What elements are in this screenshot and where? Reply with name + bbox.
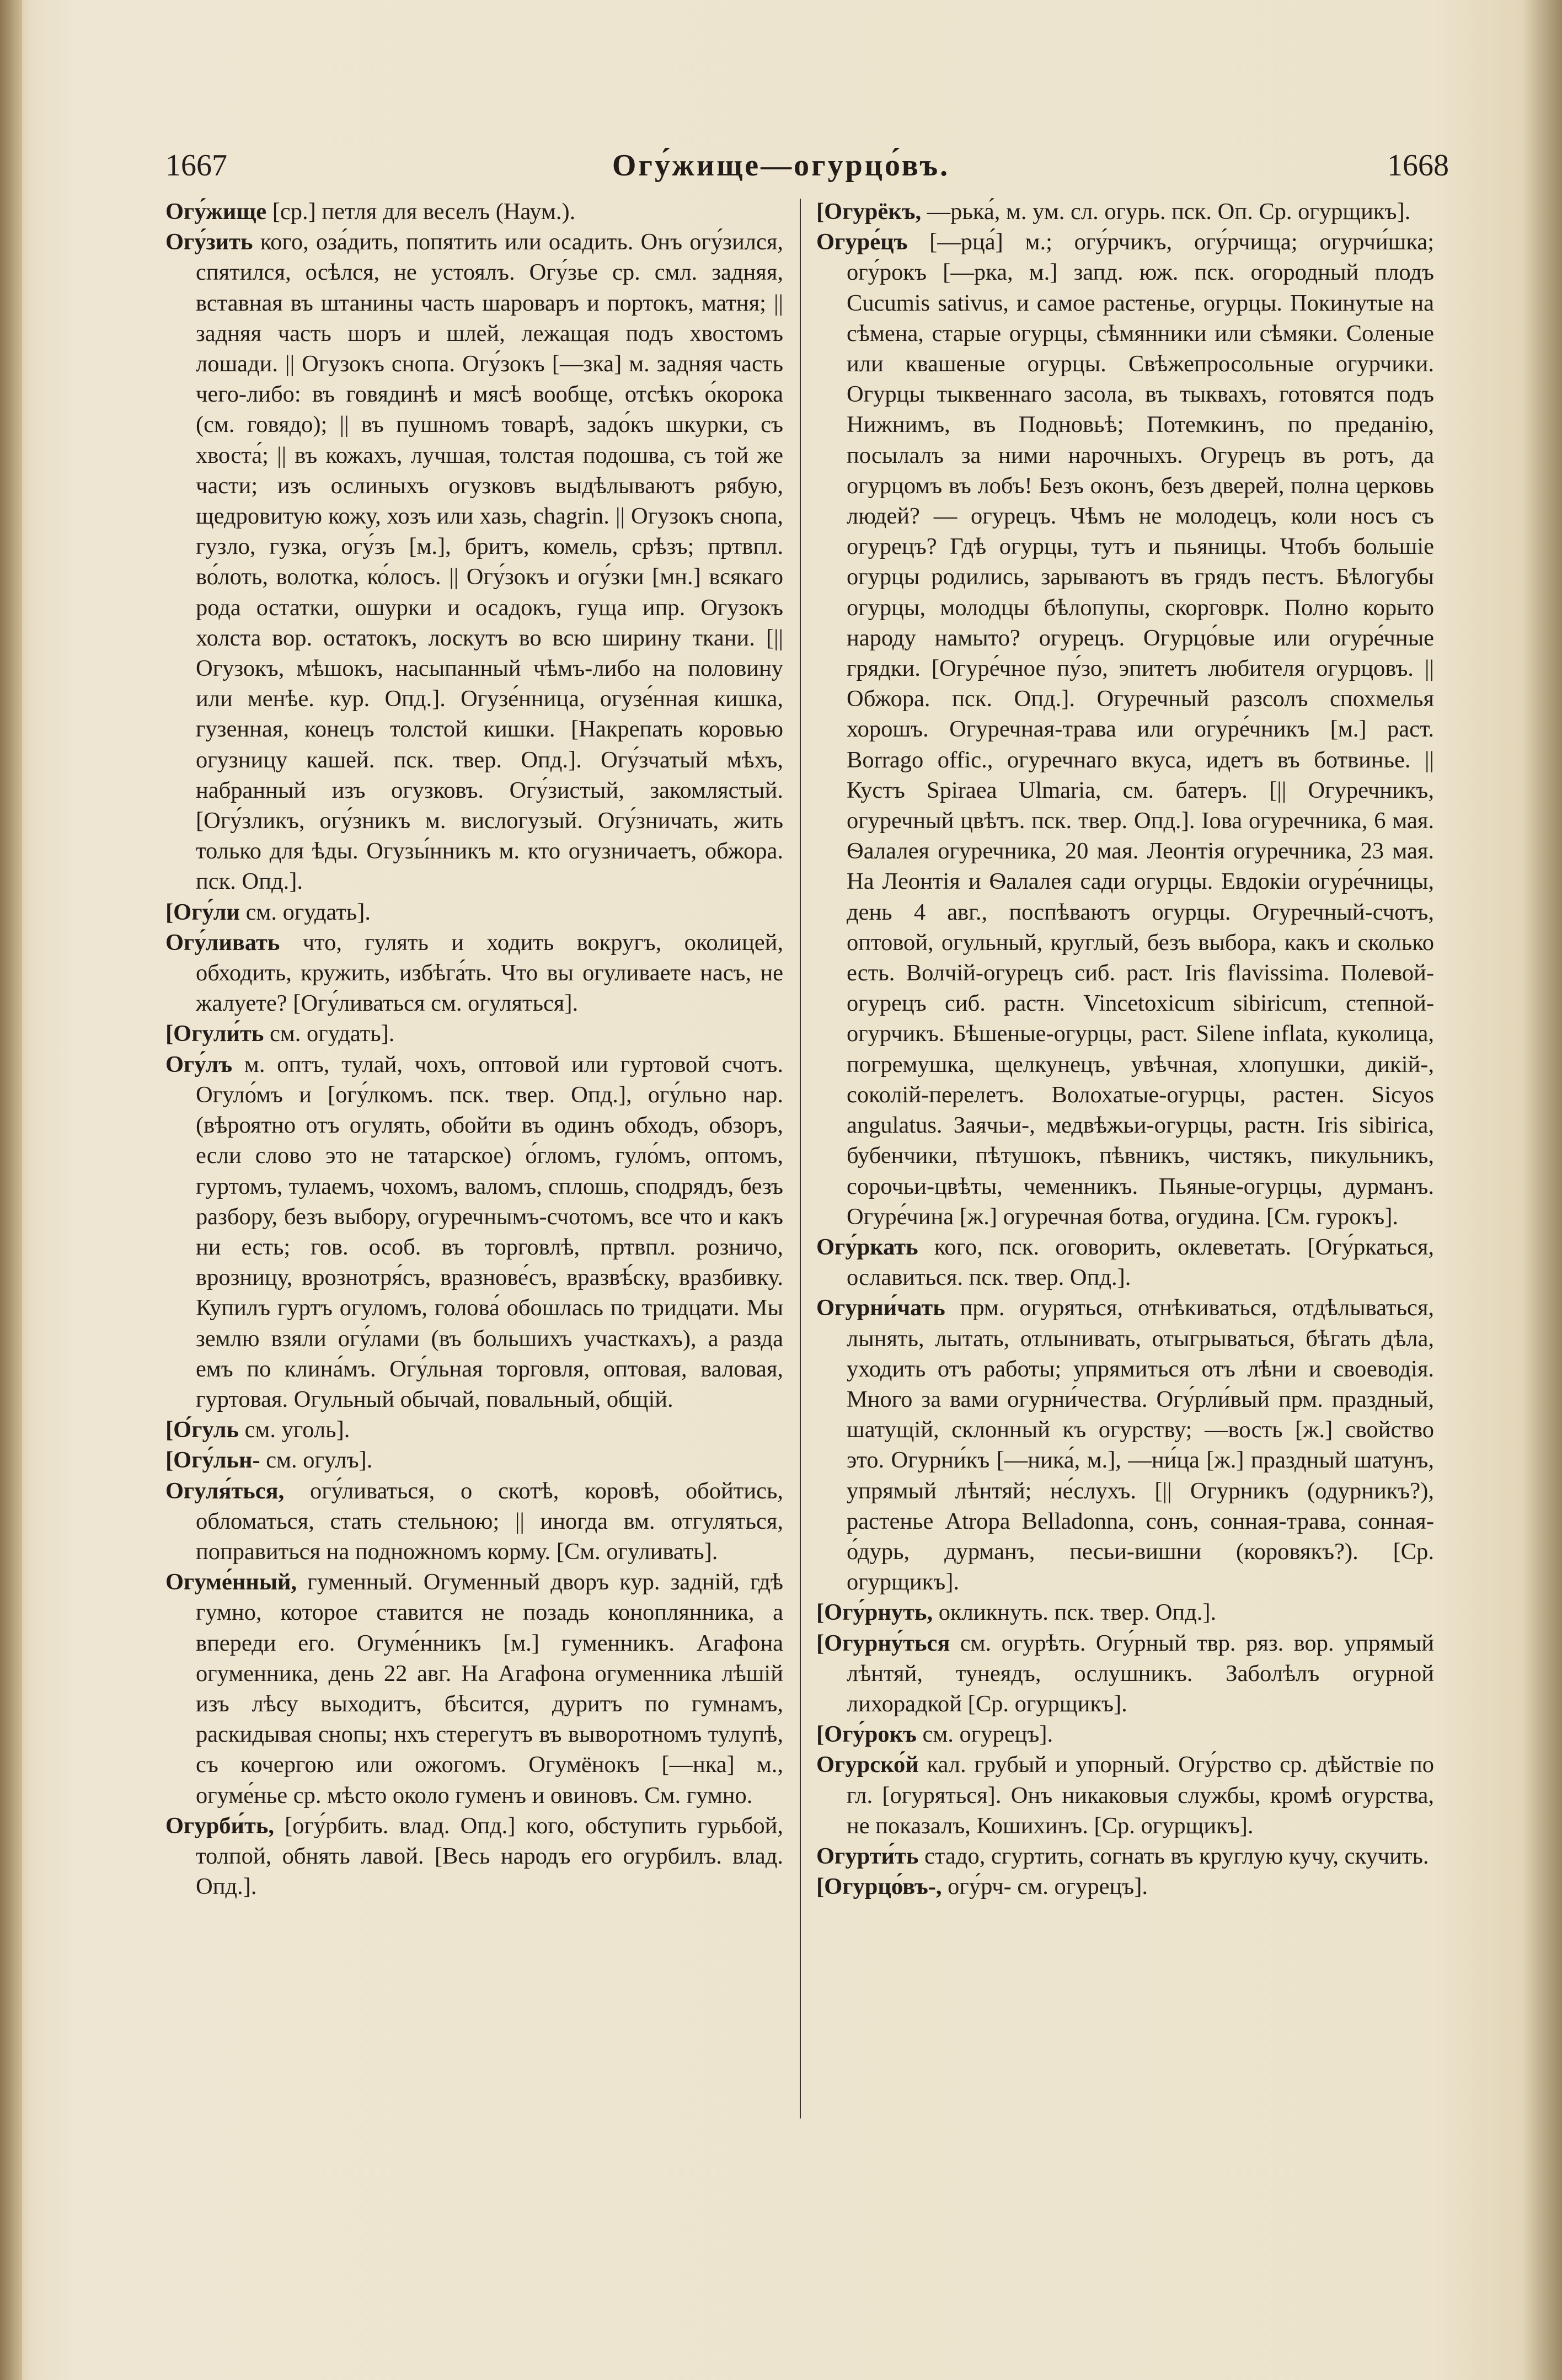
- entry-text: см. огурѣть. Огу́рный твр. ряз. вор. упрямый лѣнтяй, тунеядъ, ослушникъ. Заболѣлъ огурной лихорадкой [Ср. огурщикъ].: [847, 1630, 1434, 1717]
- column-divider: [800, 199, 801, 2118]
- headword: [Огурцо́въ-,: [816, 1874, 942, 1900]
- page-spine-shadow: [0, 0, 22, 2380]
- entry: [816, 1293, 1434, 1597]
- headword: [О́гуль: [165, 1417, 239, 1443]
- entry-text: см. огудать].: [240, 899, 371, 925]
- entry-text: м. оптъ, тулай, чохъ, оптовой или гуртовой счотъ. Огуло́мъ и [огу́лкомъ. пск. твер. Опд.], огу́льно нар. (вѣроятно отъ огулять, обойти въ одинъ обходъ, обзоръ, если слово это не татарское) о́гломъ, гуло́мъ, оптомъ, гуртомъ, тулаемъ, чохомъ, валомъ, сплошь, сподрядъ, безъ разбору, безъ выбору, огуречнымъ-счотомъ, все что и какъ ни есть; гов. особ. въ торговлѣ, пртвпл. розничо, врозницу, врознотря́съ, вразнове́съ, вразвѣ́ску, вразбивку. Купилъ гуртъ огуломъ, голова́ обошлась по тридцати. Мы землю взяли огу́лами (въ большихъ участкахъ), а разда емъ по клина́мъ. Огу́льная торговля, оптовая, валовая, гуртовая. Огульный обычай, повальный, общій.: [196, 1051, 783, 1412]
- headword: Огурби́ть,: [165, 1812, 274, 1839]
- entry-text: [ср.] петля для веселъ (Наум.).: [266, 199, 576, 225]
- entry-text: огу́ливаться, о скотѣ, коровѣ, обойтись, обломаться, стать стельною; || иногда вм. отгуляться, поправиться на подножномъ корму. [См. огуливать].: [196, 1477, 783, 1565]
- entry: [165, 1415, 783, 1445]
- entry: [165, 1567, 783, 1811]
- entry: [165, 1445, 783, 1475]
- entry: [816, 1597, 1434, 1627]
- entry-text: огу́рч- см. огурецъ].: [942, 1874, 1148, 1900]
- entry-text: гуменный. Огуменный дворъ кур. задній, гдѣ гумно, которое ставится не позадь коноплянника, а впереди его. Огуме́нникъ [м.] гуменникъ. Агафона огуменника, день 22 авг. На Агафона огуменника лѣшій изъ лѣсу выходитъ, бѣсится, дуритъ по гумнамъ, раскидывая снопы; нхъ стерегутъ въ выворотномъ тулупѣ, съ кочергою или ожогомъ. Огумёнокъ [—нка] м., огуме́нье ср. мѣсто около гуменъ и овиновъ. См. гумно.: [196, 1569, 783, 1808]
- headword: [Огули́ть: [165, 1021, 264, 1047]
- headword: [Огурёкъ,: [816, 199, 922, 225]
- headword: [Огу́ли: [165, 899, 240, 925]
- headword: Огу́лъ: [165, 1051, 233, 1077]
- entry: [816, 1841, 1434, 1871]
- running-head: Огу́жище—огурцо́въ.: [612, 148, 950, 183]
- headword: Огурско́й: [816, 1752, 919, 1778]
- entry-text: кого, оза́дить, попятить или осадить. Онъ огу́зился, спятился, осѣлся, не устоялъ. Огу́зье ср. смл. задняя, вставная въ штанины часть шароваръ и портокъ, матня; || задняя часть шоръ и шлей, лежащая подъ хвостомъ лошади. || Огузокъ снопа. Огу́зокъ [—зка] м. задняя часть чего-либо: въ говядинѣ и мясѣ вообще, отсѣкъ о́корока (см. говядо); || въ пушномъ товарѣ, задо́къ шкурки, съ хвоста́; || въ кожахъ, лучшая, толстая подошва, съ той же части; изъ ослиныхъ огузковъ выдѣлываютъ рябую, щедровитую кожу, хозъ или хазь, chagrin. || Огузокъ снопа, гузло, гузка, огу́зъ [м.], бритъ, комель, срѣзъ; пртвпл. во́лоть, волотка, ко́лосъ. || Огу́зокъ и огу́зки [мн.] всякаго рода остатки, ошурки и осадокъ, гуща ипр. Огузокъ холста вор. остатокъ, лоскутъ во всю ширину ткани. [|| Огузокъ, мѣшокъ, насыпанный чѣмъ-либо на половину или менѣе. кур. Опд.]. Огузе́нница, огузе́нная кишка, гузенная, конецъ толстой кишки. [Накрепать коровью огузницу кашей. пск. твер. Опд.]. Огу́зчатый мѣхъ, набранный изъ огузковъ. Огу́зистый, закомлястый. [Огу́зликъ, огу́зникъ м. вислогузый. Огу́зничать, жить только для ѣды. Огузы́нникъ м. кто огузничаетъ, обжора. пск. Опд.].: [196, 229, 783, 895]
- entry: [816, 1719, 1434, 1749]
- entry: [165, 1811, 783, 1902]
- entry: [816, 1628, 1434, 1720]
- entry-text: стадо, сгуртить, согнать въ круглую кучу, скучить.: [918, 1843, 1429, 1869]
- entry-text: окликнуть. пск. твер. Опд.].: [933, 1599, 1217, 1626]
- entry: [816, 196, 1434, 227]
- entry: [816, 1232, 1434, 1293]
- page-number-right: 1668: [1387, 148, 1449, 183]
- headword: Огу́ркать: [816, 1234, 918, 1260]
- headword: Огурти́ть: [816, 1843, 919, 1869]
- entry: [165, 1049, 783, 1415]
- entry-text: кал. грубый и упорный. Огу́рство ср. дѣйствіе по гл. [огуряться]. Онъ никаковыя службы, кромѣ огурства, не показалъ, Кошихинъ. [Ср. огурщикъ].: [847, 1752, 1434, 1839]
- entry-text: см. уголь].: [239, 1417, 350, 1443]
- entry-text: см. огулъ].: [260, 1447, 373, 1474]
- headword: Огуме́нный,: [165, 1569, 297, 1595]
- entry-text: [—рца́] м.; огу́рчикъ, огу́рчища; огурчи́шка; огу́рокъ [—рка, м.] запд. юж. пск. огородный плодъ Cucumis sativus, и самое растенье, огурцы. Покинутые на сѣмена, старые огурцы, сѣмянники или сѣмяки. Соленые или квашеные огурцы. Свѣжепросольные огурчики. Огурцы тыквеннаго засола, въ тыквахъ, готовятся подъ Нижнимъ, въ Подновьѣ; Потемкинъ, по преданію, посылалъ за ними нарочныхъ. Огурецъ въ ротъ, да огурцомъ въ лобъ! Безъ оконъ, безъ дверей, полна церковь людей? — огурецъ. Чѣмъ не молодецъ, коли носъ съ огурецъ? Гдѣ огурцы, тутъ и пьяницы. Чтобъ большіе огурцы родились, зарываютъ въ грядъ пестъ. Бѣлогубы огурцы, молодцы бѣлопупы, скорговрк. Полно корыто народу намыто? огурецъ. Огурцо́вые или огуре́чные грядки. [Огуре́чное пу́зо, эпитетъ любителя огурцовъ. || Обжора. пск. Опд.]. Огуречный разсолъ спохмелья хорошъ. Огуречная-трава или огуре́чникъ [м.] раст. Borrago offic., огуречнаго вкуса, идетъ въ ботвинье. || Кустъ Spiraea Ulmaria, см. батеръ. [|| Огуречникъ, огуречный цвѣтъ. пск. твер. Опд.]. Іова огуречника, 6 мая. Ѳалалея огуречника, 20 мая. Леонтія огуречника, 23 мая. На Леонтія и Ѳалалея сади огурцы. Евдокіи огуре́чницы, день 4 авг., поспѣваютъ огурцы. Огуречный-счотъ, оптовой, огульный, круглый, безъ выбора, какъ и сколько есть. Волчій-огурецъ сиб. раст. Iris flavissima. Полевой-огурецъ сиб. растн. Vincetoxicum sibiricum, степной-огурчикъ. Бѣшеные-огурцы, раст. Silene inflata, куколица, погремушка, щелкунецъ, увѣчная, хлопушки, дикій-, соколій-перелетъ. Волохатые-огурцы, растен. Sicyos angulatus. Заячьи-, медвѣжьи-огурцы, растн. Iris sibirica, бубенчики, пѣтушокъ, пѣвникъ, чистякъ, пикульникъ, сорочьи-цвѣты, чеменникъ. Пьяные-огурцы, дурманъ. Огуре́чина [ж.] огуречная ботва, огудина. [См. гурокъ].: [847, 229, 1434, 1230]
- entry: [816, 1749, 1434, 1841]
- column-left: [165, 196, 783, 2138]
- headword: Огу́зить: [165, 229, 253, 255]
- headword: Огу́ливать: [165, 929, 280, 956]
- headword: [Огурну́ться: [816, 1630, 950, 1656]
- entry: [165, 196, 783, 227]
- entry-text: кого, пск. оговорить, оклеветать. [Огу́ркаться, ославиться. пск. твер. Опд.].: [847, 1234, 1434, 1291]
- headword: Огуре́цъ: [816, 229, 908, 255]
- headword: [Огу́льн-: [165, 1447, 260, 1474]
- entry: [165, 227, 783, 896]
- headword: [Огу́рокъ: [816, 1721, 917, 1748]
- entry-text: что, гулять и ходить вокругъ, околицей, обходить, кружить, избѣга́ть. Что вы огуливаете насъ, не жалуете? [Огу́ливаться см. огуляться].: [196, 929, 783, 1017]
- headword: Огу́жище: [165, 199, 267, 225]
- entry-text: прм. огуряться, отнѣкиваться, отдѣлываться, лынять, лытать, отлынивать, отыгрываться, бѣгать дѣла, уходить отъ работы; упрямиться отъ лѣни и своеводія. Много за вами огурни́чества. Огу́рли́вый прм. праздный, шатущій, склонный къ огурству; —вость [ж.] свойство это. Огурни́къ [—ника́, м.], —ни́ца [ж.] праздный шатунъ, упрямый лѣнтяй; не́слухъ. [|| Огурникъ (одурникъ?), растенье Atropa Belladonna, сонъ, сонная-трава, сонная-о́дурь, дурманъ, песьи-вишни (коровякъ?). [Ср. огурщикъ].: [847, 1295, 1434, 1595]
- entry: [816, 1871, 1434, 1902]
- column-right: [816, 196, 1434, 2138]
- entry-text: —рька́, м. ум. сл. огурь. пск. Оп. Ср. огурщикъ].: [921, 199, 1411, 225]
- entry-text: см. огурецъ].: [916, 1721, 1053, 1748]
- headword: [Огу́рнуть,: [816, 1599, 933, 1626]
- entry: [165, 927, 783, 1019]
- entry-text: см. огудать].: [264, 1021, 395, 1047]
- entry: [165, 1018, 783, 1049]
- entry: [165, 1476, 783, 1567]
- page-number-left: 1667: [165, 148, 227, 183]
- headword: Огуля́ться,: [165, 1477, 285, 1504]
- entry: [816, 227, 1434, 1232]
- entry-text: [огу́рбить. влад. Опд.] кого, обступить гурьбой, толпой, обнять лавой. [Весь народъ его огурбилъ. влад. Опд.].: [196, 1812, 783, 1900]
- headword: Огурни́чать: [816, 1295, 945, 1321]
- entry: [165, 897, 783, 927]
